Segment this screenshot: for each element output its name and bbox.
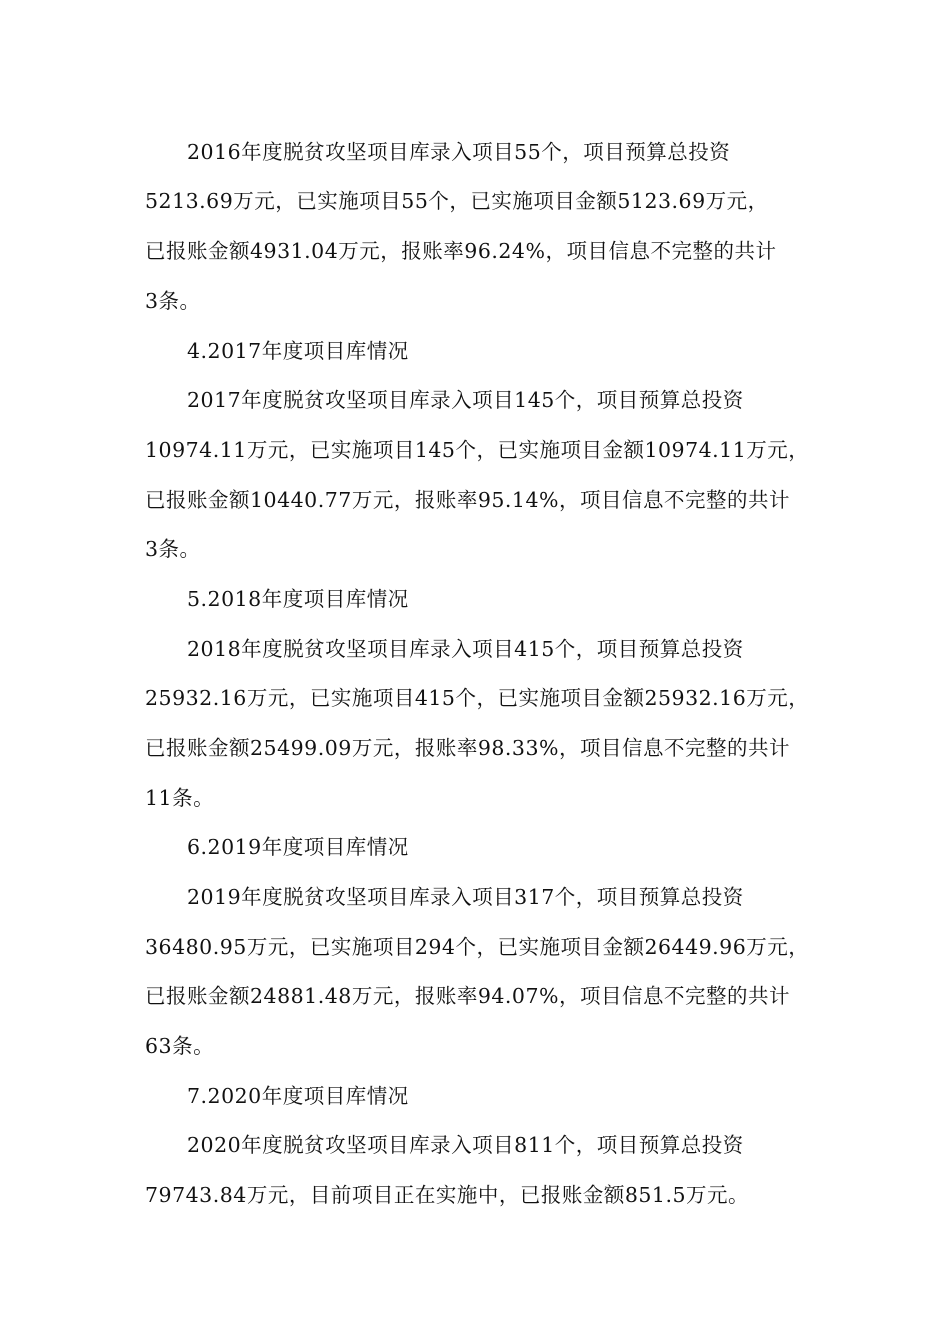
- paragraph-2016-line-2: 5213.69万元，已实施项目55个，已实施项目金额5123.69万元，: [145, 189, 769, 213]
- paragraph-2018-line-3: 已报账金额25499.09万元，报账率98.33%，项目信息不完整的共计: [145, 736, 790, 760]
- paragraph-2019-line-1: 2019年度脱贫攻坚项目库录入项目317个，项目预算总投资: [187, 885, 744, 909]
- heading-2017: 4.2017年度项目库情况: [187, 339, 409, 363]
- paragraph-2016-line-4: 3条。: [145, 289, 201, 313]
- paragraph-2017-line-2: 10974.11万元，已实施项目145个，已实施项目金额10974.11万元，: [145, 438, 810, 462]
- heading-2019: 6.2019年度项目库情况: [187, 835, 409, 859]
- paragraph-2018-line-2: 25932.16万元，已实施项目415个，已实施项目金额25932.16万元，: [145, 686, 810, 710]
- paragraph-2019-line-2: 36480.95万元，已实施项目294个，已实施项目金额26449.96万元，: [145, 935, 810, 959]
- paragraph-2019-line-3: 已报账金额24881.48万元，报账率94.07%，项目信息不完整的共计: [145, 984, 790, 1008]
- paragraph-2020-line-2: 79743.84万元，目前项目正在实施中，已报账金额851.5万元。: [145, 1183, 750, 1207]
- paragraph-2017-line-3: 已报账金额10440.77万元，报账率95.14%，项目信息不完整的共计: [145, 488, 790, 512]
- heading-2018: 5.2018年度项目库情况: [187, 587, 409, 611]
- paragraph-2019-line-4: 63条。: [145, 1034, 215, 1058]
- paragraph-2018-line-4: 11条。: [145, 786, 215, 810]
- paragraph-2016-line-3: 已报账金额4931.04万元，报账率96.24%，项目信息不完整的共计: [145, 239, 777, 263]
- paragraph-2017-line-1: 2017年度脱贫攻坚项目库录入项目145个，项目预算总投资: [187, 388, 744, 412]
- paragraph-2018-line-1: 2018年度脱贫攻坚项目库录入项目415个，项目预算总投资: [187, 637, 744, 661]
- paragraph-2017-line-4: 3条。: [145, 537, 201, 561]
- heading-2020: 7.2020年度项目库情况: [187, 1084, 409, 1108]
- paragraph-2020-line-1: 2020年度脱贫攻坚项目库录入项目811个，项目预算总投资: [187, 1133, 744, 1157]
- paragraph-2016-line-1: 2016年度脱贫攻坚项目库录入项目55个，项目预算总投资: [187, 140, 731, 164]
